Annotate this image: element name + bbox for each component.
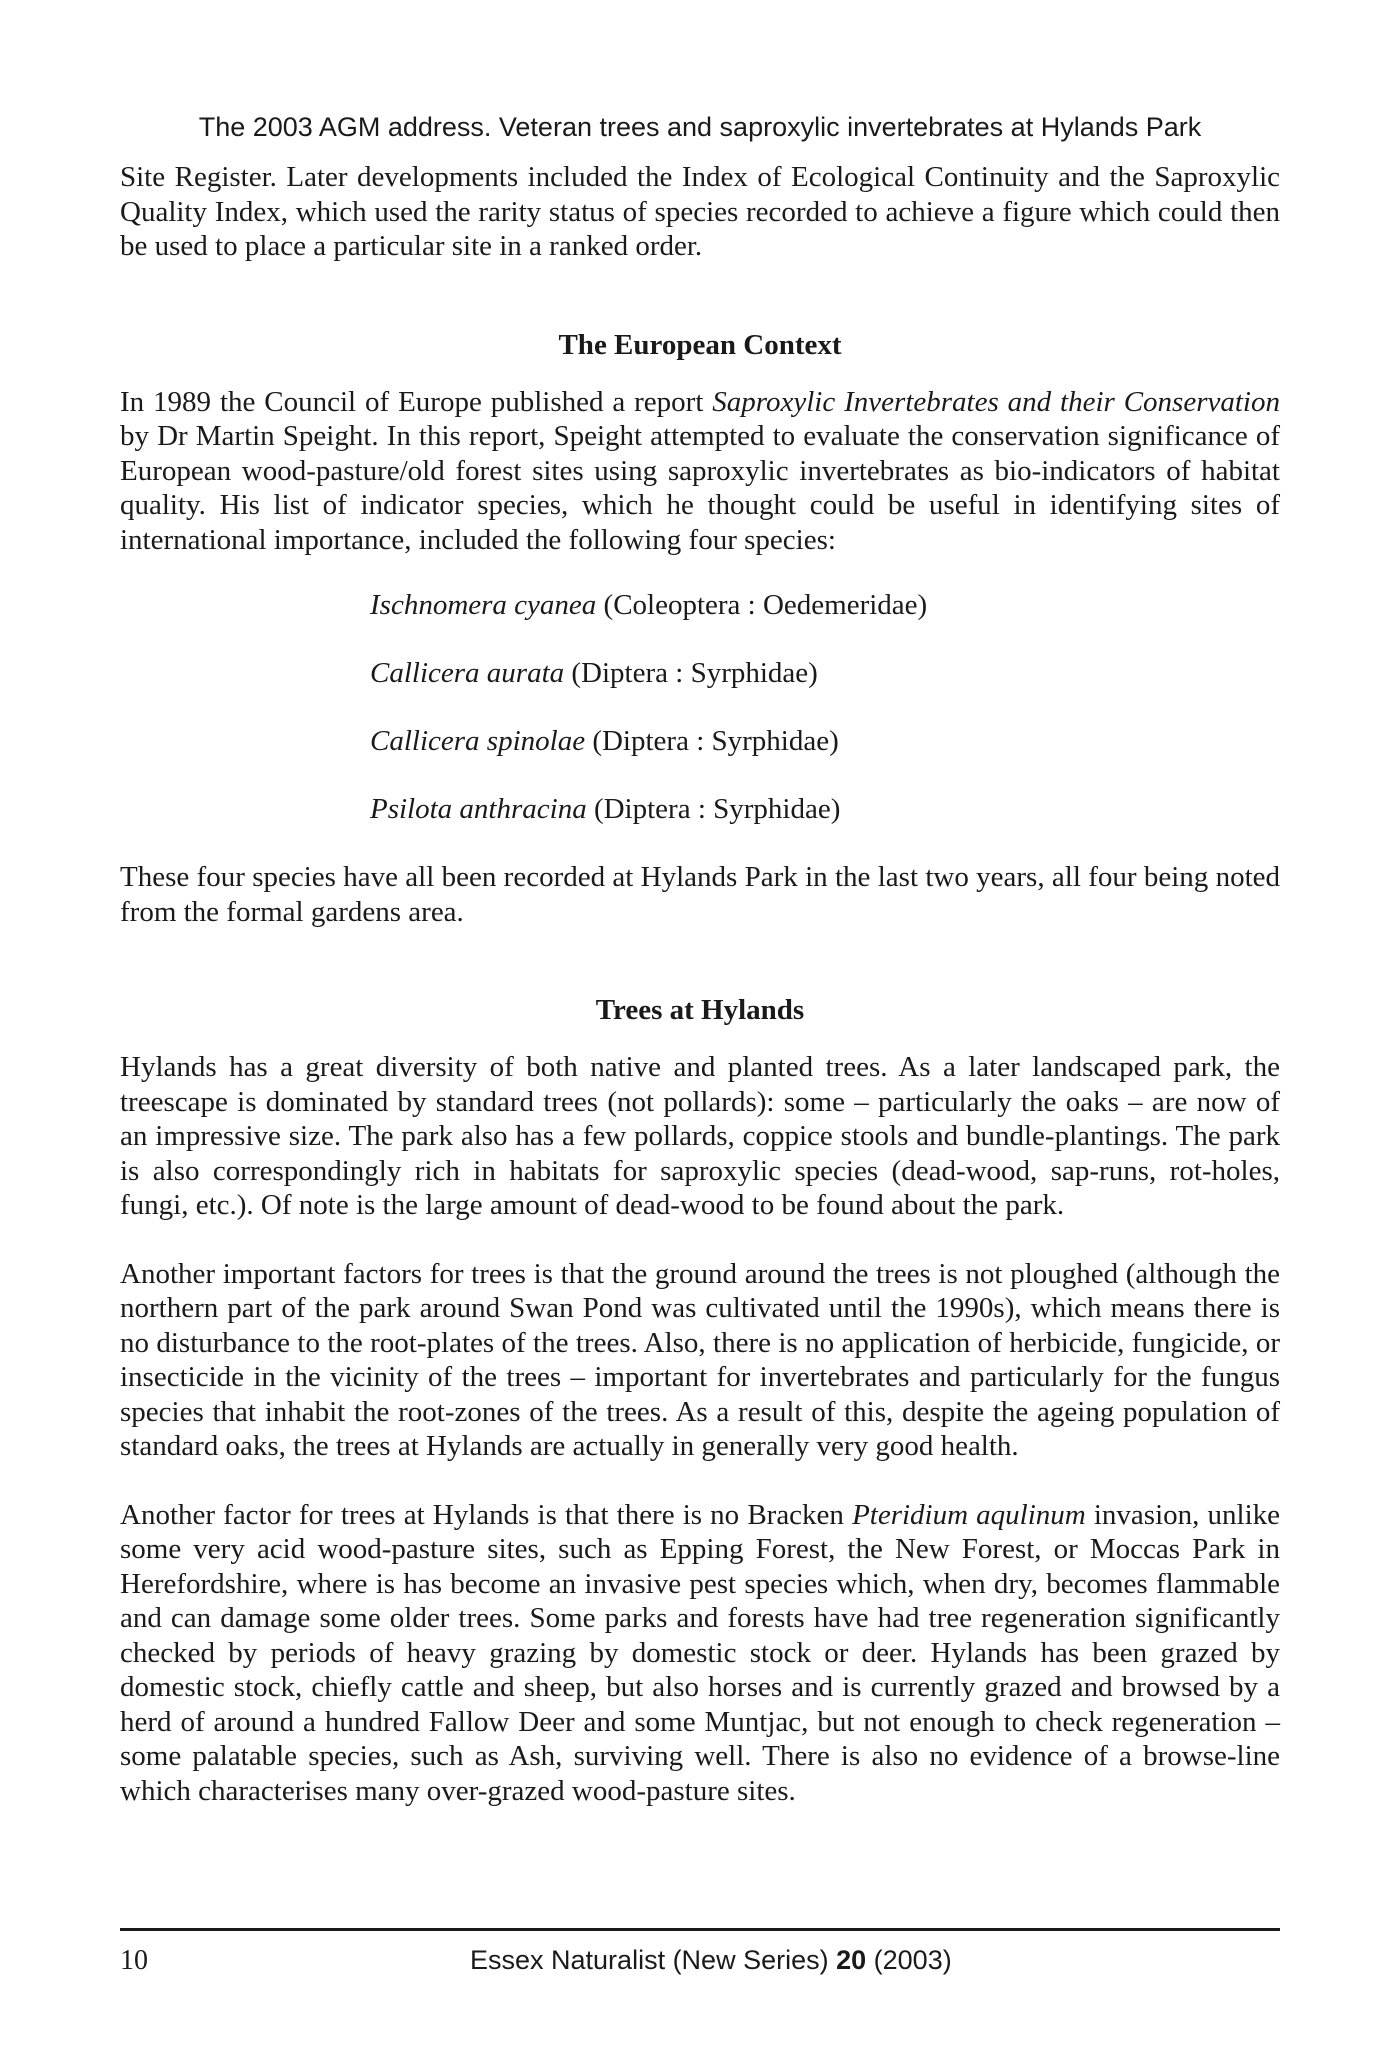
species-taxon: (Diptera : Syrphidae) — [586, 793, 841, 825]
species-taxon: (Diptera : Syrphidae) — [564, 657, 818, 689]
trees-paragraph-2: Another important factors for trees is that the ground around the trees is not ploughed (although the northern part of the park around Swan Pond was cultivated until the 1990s), which means there is no disturbance to the root-plates of the trees. Also, there is no application of herbicide, fungicide, or insecticide in the vicinity of the trees – important for invertebrates and particularly for the fungus species that inhabit the root-zones of the trees. As a result of this, despite the ageing population of standard oaks, the trees at Hylands are actually in generally very good health. — [120, 1257, 1280, 1462]
text-run: by Dr Martin Speight. In this report, Speight attempted to evaluate the conservation significance of European wood-pasture/old forest sites using saproxylic invertebrates as bio-indicators of habitat quality. His list of indicator species, which he thought could be useful in identifying sites of international importance, included the following four species: — [120, 420, 1280, 556]
journal-name: Essex Naturalist (New Series) — [470, 1945, 837, 1975]
species-item — [120, 656, 1280, 724]
species-latin-name: Callicera spinolae — [370, 725, 586, 757]
article-body — [120, 160, 1280, 1808]
species-item — [120, 792, 1280, 826]
trees-paragraph-3 — [120, 1498, 1280, 1809]
text-run: invasion, unlike some very acid wood-pasture sites, such as Epping Forest, the New Forest, or Moccas Park in Herefordshire, where is has become an invasive pest species which, when dry, becomes flammable and can damage some older trees. Some parks and forests have had tree regeneration significantly checked by periods of heavy grazing by domestic stock or deer. Hylands has been grazed by domestic stock, chiefly cattle and sheep, but also horses and is currently grazed and browsed by a herd of around a hundred Fallow Deer and some Muntjac, but not enough to check regeneration – some palatable species, such as Ash, surviving well. There is also no evidence of a browse-line which characterises many over-grazed wood-pasture sites. — [120, 1498, 1280, 1807]
species-latin-name: Callicera aurata — [370, 657, 565, 689]
page — [120, 0, 1280, 2067]
heading-trees-at-hylands: Trees at Hylands — [595, 994, 805, 1026]
intro-paragraph: Site Register. Later developments included the Index of Ecological Continuity and the Saproxylic Quality Index, which used the rarity status of species recorded to achieve a figure which could then be used to place a particular site in a ranked order. — [120, 161, 1280, 262]
species-item — [120, 588, 1280, 656]
journal-year: (2003) — [866, 1945, 952, 1975]
european-paragraph-1 — [120, 385, 1280, 558]
text-run: Another factor for trees at Hylands is that there is no Bracken — [120, 1498, 853, 1531]
heading-european-context: The European Context — [558, 328, 842, 361]
report-title: Saproxylic Invertebrates and their Conservation — [712, 385, 1280, 418]
european-paragraph-2: These four species have all been recorded at Hylands Park in the last two years, all four being noted from the formal gardens area. — [120, 861, 1280, 928]
running-head: The 2003 AGM address. Veteran trees and saproxylic invertebrates at Hylands Park — [198, 112, 1202, 142]
species-latin-name: Psilota anthracina — [370, 793, 587, 825]
journal-volume: 20 — [836, 1945, 867, 1975]
journal-citation — [470, 1945, 952, 1976]
indicator-species-list — [120, 588, 1280, 826]
species-latin-name: Ischnomera cyanea — [370, 589, 597, 621]
trees-paragraph-1: Hylands has a great diversity of both native and planted trees. As a later landscaped park, the treescape is dominated by standard trees (not pollards): some – particularly the oaks – are now of an impressive size. The park also has a few pollards, coppice stools and bundle-plantings. The park is also correspondingly rich in habitats for saproxylic species (dead-wood, sap-runs, rot-holes, fungi, etc.). Of note is the large amount of dead-wood to be found about the park. — [120, 1051, 1280, 1221]
bracken-latin-name: Pteridium aqulinum — [852, 1498, 1086, 1531]
page-number: 10 — [120, 1945, 148, 1976]
text-run: In 1989 the Council of Europe published a report — [120, 385, 713, 418]
species-taxon: (Coleoptera : Oedemeridae) — [596, 589, 928, 621]
species-item — [120, 724, 1280, 792]
species-taxon: (Diptera : Syrphidae) — [585, 725, 839, 757]
footer-rule — [120, 1928, 1280, 1931]
